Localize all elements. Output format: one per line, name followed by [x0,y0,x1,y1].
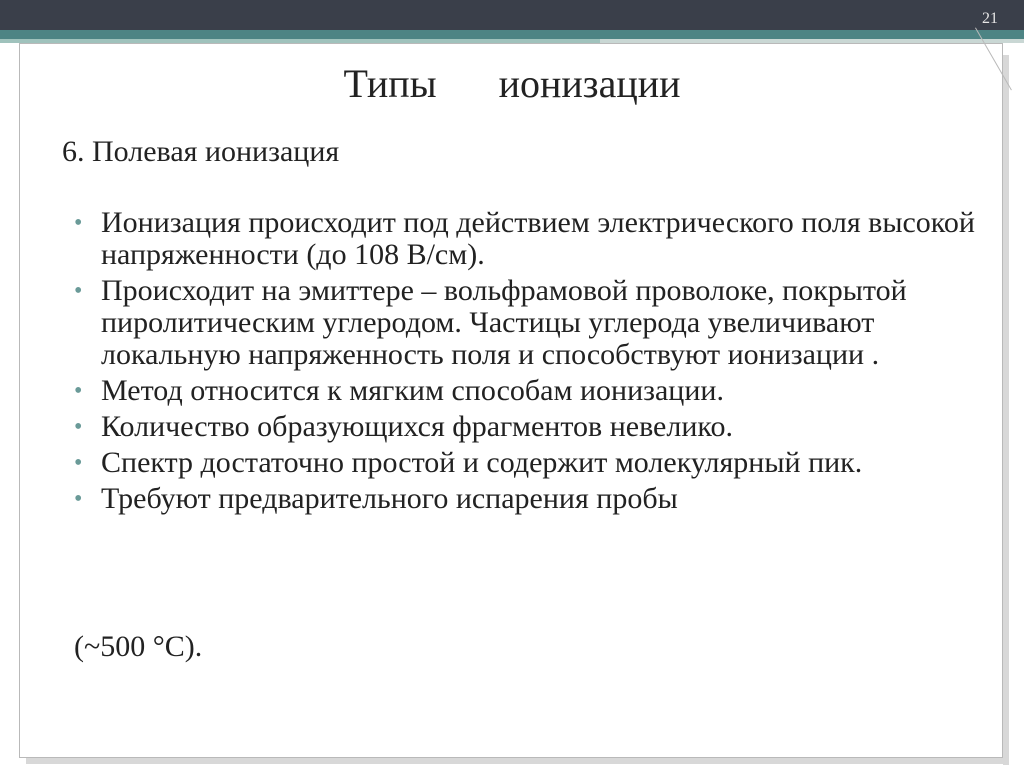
bullet-icon: • [74,278,83,304]
bullet-icon: • [74,486,83,512]
page-number: 21 [982,10,998,27]
slide-title: Типы ионизации [343,61,681,106]
list-item: • Количество образующихся фрагментов невелико. [74,410,733,443]
list-item: • Ионизация происходит под действием электрического поля высокой напряженности (до 108 В/см). [74,206,975,271]
frame-shadow-bottom [26,758,1009,764]
frame-shadow-right [1003,55,1009,765]
list-item: • Требуют предварительного испарения пробы [74,482,678,515]
list-item: • Происходит на эмиттере – вольфрамовой проволоке, покрытой пиролитическим углеродом. Частицы углерода увеличивают локальную напряженность поля и способствуют ионизации . [74,274,907,371]
list-item: • Метод относится к мягким способам ионизации. [74,374,724,407]
bullet-icon: • [74,378,83,404]
bullet-list [74,207,984,519]
bullet-icon: • [74,450,83,476]
temperature-note: (~500 °C). [74,630,203,663]
list-item: • Спектр достаточно простой и содержит молекулярный пик. [74,446,863,479]
header-bar [0,0,1024,30]
bullet-icon: • [74,210,83,236]
accent-stripe [0,30,1024,39]
bullet-icon: • [74,414,83,440]
slide-subtitle: 6. Полевая ионизация [62,135,340,168]
